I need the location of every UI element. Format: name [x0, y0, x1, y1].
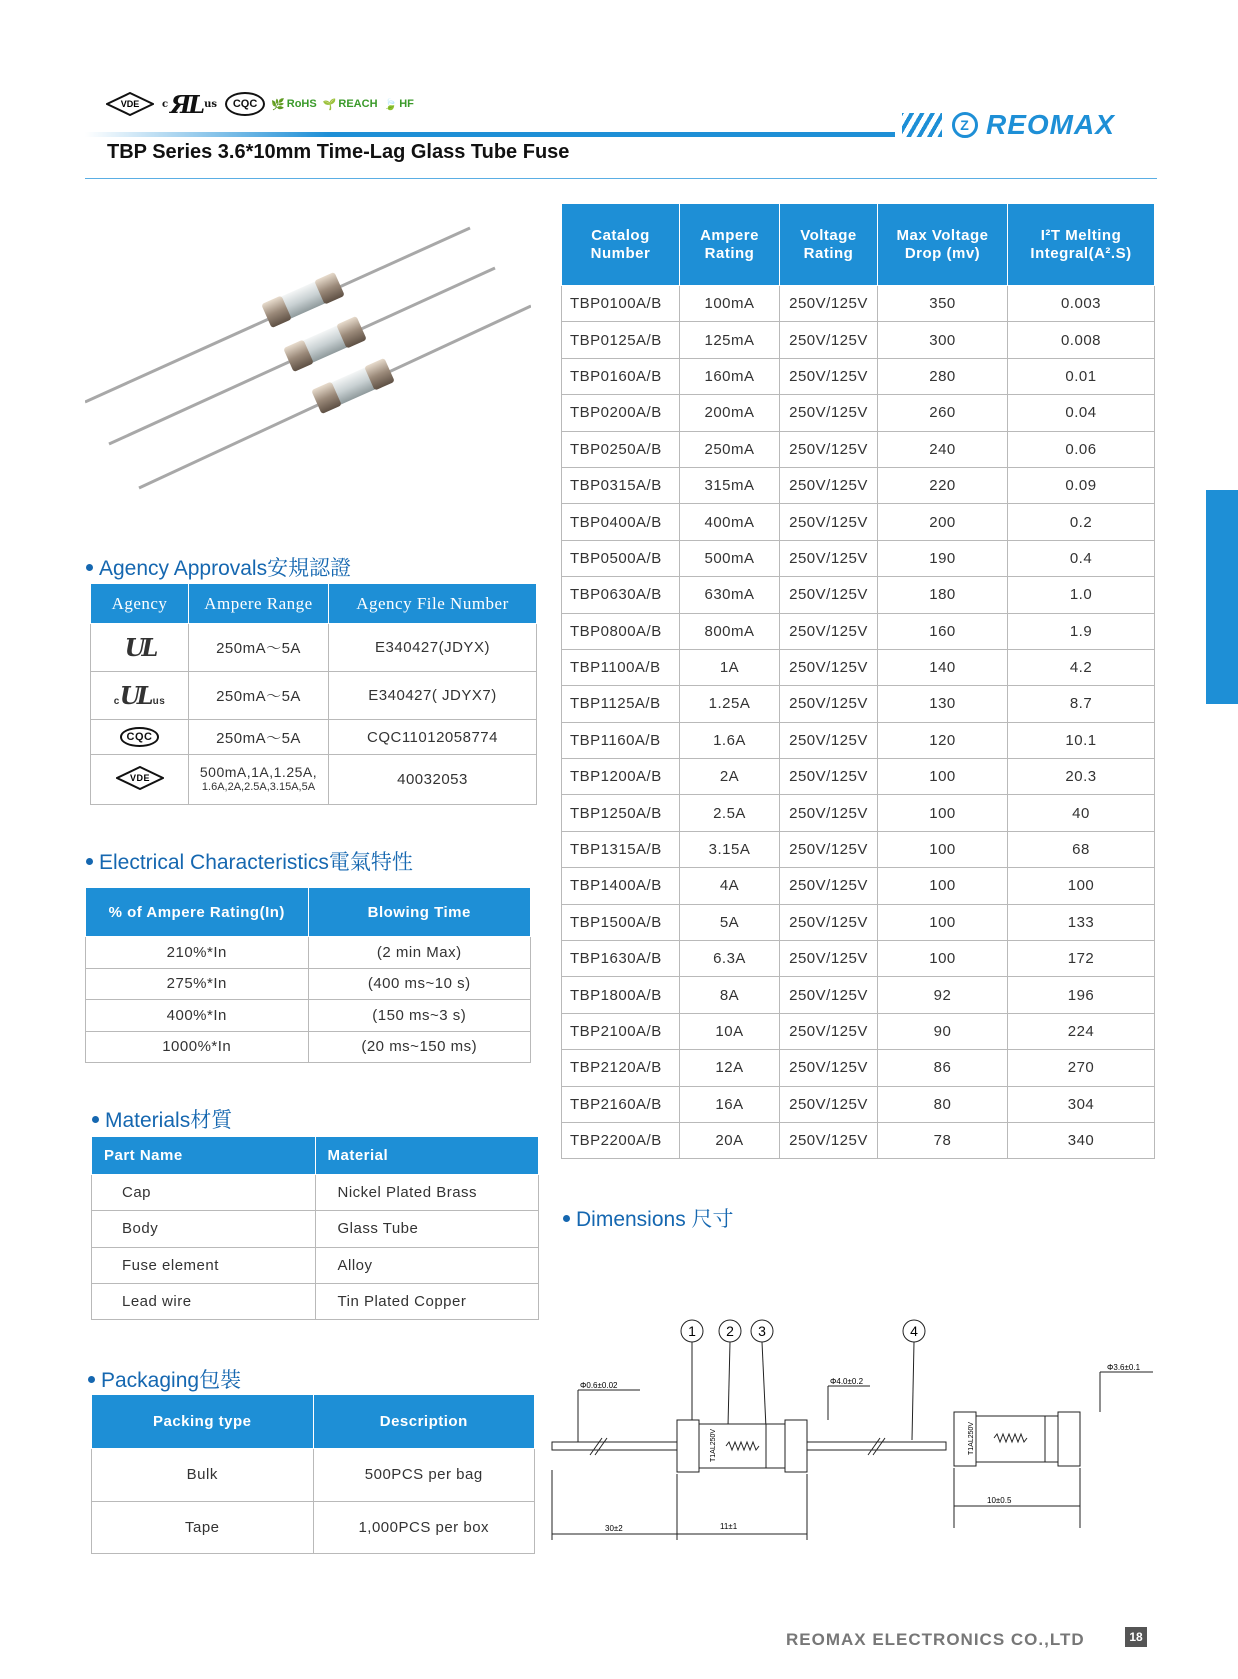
table-cell: 250V/125V [780, 1050, 878, 1086]
table-cell: (150 ms~3 s) [308, 1000, 531, 1032]
table-cell: Nickel Plated Brass [315, 1175, 539, 1211]
ul-icon: UL [91, 624, 189, 672]
table-row [562, 649, 1155, 685]
table-row [562, 1122, 1155, 1158]
table-row [92, 1501, 535, 1554]
table-cell: 275%*In [86, 968, 309, 1000]
table-cell: 0.06 [1008, 431, 1155, 467]
table-cell: 0.2 [1008, 504, 1155, 540]
catalog-col-header: Voltage Rating [780, 204, 878, 286]
table-cell: 172 [1008, 941, 1155, 977]
table-cell: 250V/125V [780, 722, 878, 758]
table-cell: 180 [878, 577, 1008, 613]
table-cell: 100 [878, 941, 1008, 977]
table-row [562, 686, 1155, 722]
table-cell: 250V/125V [780, 577, 878, 613]
table-row [86, 1000, 531, 1032]
table-cell: TBP2160A/B [562, 1086, 680, 1122]
table-cell: Bulk [92, 1449, 314, 1502]
table-cell: 250V/125V [780, 904, 878, 940]
table-cell: TBP0125A/B [562, 322, 680, 358]
cul-icon: cUL us [91, 672, 189, 720]
table-row [562, 1050, 1155, 1086]
table-cell: TBP0800A/B [562, 613, 680, 649]
brand-stripes [902, 113, 942, 137]
brand-name: REOMAX [986, 109, 1115, 140]
table-cell: 250V/125V [780, 613, 878, 649]
table-cell: 160mA [680, 358, 780, 394]
fuse-1 [85, 228, 470, 402]
table-cell: 250V/125V [780, 1122, 878, 1158]
bullet-icon [86, 564, 93, 571]
svg-text:Φ4.0±0.2: Φ4.0±0.2 [830, 1377, 864, 1386]
table-row [562, 322, 1155, 358]
table-cell: 0.09 [1008, 467, 1155, 503]
catalog-col-header: I²T Melting Integral(A².S) [1008, 204, 1155, 286]
table-cell: 250V/125V [780, 977, 878, 1013]
bullet-icon [86, 858, 93, 865]
table-cell: TBP1800A/B [562, 977, 680, 1013]
table-cell: 1.25A [680, 686, 780, 722]
table-cell: TBP0250A/B [562, 431, 680, 467]
table-cell: 10A [680, 1013, 780, 1049]
table-cell: 100mA [680, 286, 780, 322]
table-cell: 0.003 [1008, 286, 1155, 322]
table-cell: 40032053 [329, 755, 537, 805]
electrical-col-header: Blowing Time [308, 888, 531, 937]
brand-logo [902, 110, 1148, 140]
table-cell: TBP0160A/B [562, 358, 680, 394]
axial-fuse-drawing [552, 1377, 946, 1540]
table-row [91, 624, 537, 672]
callout-4 [903, 1320, 925, 1440]
bullet-icon [563, 1215, 570, 1222]
table-row [562, 904, 1155, 940]
svg-text:Φ0.6±0.02: Φ0.6±0.02 [580, 1381, 618, 1390]
svg-text:3: 3 [758, 1323, 766, 1339]
electrical-table [85, 887, 531, 1063]
table-cell: 400%*In [86, 1000, 309, 1032]
dimensions-heading: Dimensions 尺寸 [563, 1203, 734, 1233]
table-cell: 100 [878, 759, 1008, 795]
table-cell: 250V/125V [780, 395, 878, 431]
table-cell: TBP0630A/B [562, 577, 680, 613]
table-cell: 80 [878, 1086, 1008, 1122]
table-cell: 0.4 [1008, 540, 1155, 576]
table-cell: CQC11012058774 [329, 720, 537, 755]
table-cell: 250V/125V [780, 759, 878, 795]
materials-table [91, 1136, 539, 1320]
table-cell: 300 [878, 322, 1008, 358]
table-row [91, 755, 537, 805]
table-cell: 1.6A [680, 722, 780, 758]
table-cell: 1000%*In [86, 1031, 309, 1063]
table-row [92, 1449, 535, 1502]
table-row [86, 968, 531, 1000]
table-cell: 800mA [680, 613, 780, 649]
svg-text:4: 4 [910, 1323, 918, 1339]
svg-text:T1AL250V: T1AL250V [968, 1421, 975, 1455]
svg-text:1: 1 [688, 1323, 696, 1339]
agency-col-header: Agency File Number [329, 584, 537, 624]
rohs-logo: 🌿 RoHS [271, 98, 317, 111]
catalog-col-header: Max Voltage Drop (mv) [878, 204, 1008, 286]
table-cell: TBP1630A/B [562, 941, 680, 977]
table-cell: 78 [878, 1122, 1008, 1158]
table-cell: 140 [878, 649, 1008, 685]
table-row [562, 467, 1155, 503]
table-row [562, 504, 1155, 540]
table-cell: 220 [878, 467, 1008, 503]
table-cell: Alloy [315, 1247, 539, 1283]
catalog-header-row [562, 204, 1155, 286]
table-row [562, 1013, 1155, 1049]
table-cell: 1A [680, 649, 780, 685]
svg-text:30±2: 30±2 [605, 1524, 623, 1533]
agency-col-header: Agency [91, 584, 189, 624]
table-cell: TBP1160A/B [562, 722, 680, 758]
table-cell: 40 [1008, 795, 1155, 831]
table-cell: 100 [878, 831, 1008, 867]
certification-logos [106, 84, 496, 124]
dimension-drawing [550, 1310, 1155, 1560]
table-row [562, 831, 1155, 867]
table-cell: (2 min Max) [308, 937, 531, 969]
table-cell: 0.01 [1008, 358, 1155, 394]
table-cell: 16A [680, 1086, 780, 1122]
hf-logo: 🍃 HF [383, 98, 414, 111]
table-row [562, 868, 1155, 904]
table-row [92, 1211, 539, 1247]
packaging-col-header: Description [313, 1395, 535, 1449]
table-cell: 125mA [680, 322, 780, 358]
svg-text:10±0.5: 10±0.5 [987, 1496, 1012, 1505]
materials-col-header: Part Name [92, 1137, 316, 1175]
table-cell: 92 [878, 977, 1008, 1013]
table-cell: 250mA～5A [189, 672, 329, 720]
table-row [91, 720, 537, 755]
table-cell: E340427(JDYX) [329, 624, 537, 672]
agency-col-header: Ampere Range [189, 584, 329, 624]
table-cell: Glass Tube [315, 1211, 539, 1247]
svg-text:Φ3.6±0.1: Φ3.6±0.1 [1107, 1363, 1141, 1372]
table-cell: 250V/125V [780, 868, 878, 904]
table-row [562, 395, 1155, 431]
table-cell: 240 [878, 431, 1008, 467]
table-cell: TBP1250A/B [562, 795, 680, 831]
table-cell: 196 [1008, 977, 1155, 1013]
table-cell: TBP0500A/B [562, 540, 680, 576]
table-row [92, 1175, 539, 1211]
table-cell: 224 [1008, 1013, 1155, 1049]
table-cell: (400 ms~10 s) [308, 968, 531, 1000]
vde-icon [91, 755, 189, 805]
table-cell: 260 [878, 395, 1008, 431]
table-cell: 133 [1008, 904, 1155, 940]
company-name: REOMAX ELECTRONICS CO.,LTD [786, 1630, 1085, 1649]
cul-us-logo: c ЯL us [162, 89, 218, 119]
table-cell: 20.3 [1008, 759, 1155, 795]
sprout-icon: 🌱 [322, 98, 337, 111]
callout-3 [751, 1320, 773, 1428]
table-cell: 12A [680, 1050, 780, 1086]
table-cell: 130 [878, 686, 1008, 722]
electrical-heading: Electrical Characteristics電氣特性 [86, 846, 413, 876]
table-cell: 315mA [680, 467, 780, 503]
table-row [562, 795, 1155, 831]
table-cell: (20 ms~150 ms) [308, 1031, 531, 1063]
table-cell: 250V/125V [780, 358, 878, 394]
table-cell: 250V/125V [780, 1013, 878, 1049]
table-row [562, 358, 1155, 394]
table-cell: 350 [878, 286, 1008, 322]
table-cell: 20A [680, 1122, 780, 1158]
table-cell: 0.04 [1008, 395, 1155, 431]
table-row [562, 977, 1155, 1013]
table-cell: 250mA～5A [189, 624, 329, 672]
table-row [562, 759, 1155, 795]
table-cell: TBP0315A/B [562, 467, 680, 503]
table-cell: 8.7 [1008, 686, 1155, 722]
table-cell: 5A [680, 904, 780, 940]
table-cell: 160 [878, 613, 1008, 649]
catalog-table [561, 203, 1154, 1156]
table-cell: 250V/125V [780, 286, 878, 322]
table-cell: Body [92, 1211, 316, 1247]
table-row [91, 672, 537, 720]
table-cell: 250mA～5A [189, 720, 329, 755]
agency-heading: Agency Approvals安規認證 [86, 552, 351, 582]
table-cell: 250V/125V [780, 431, 878, 467]
table-cell: 200 [878, 504, 1008, 540]
table-row [562, 286, 1155, 322]
callout-1 [681, 1320, 703, 1426]
callout-2 [719, 1320, 741, 1426]
table-cell: 100 [1008, 868, 1155, 904]
table-row [86, 937, 531, 969]
svg-text:VDE: VDE [120, 99, 140, 109]
packaging-col-header: Packing type [92, 1395, 314, 1449]
table-cell: 1,000PCS per box [313, 1501, 535, 1554]
table-cell: 250V/125V [780, 1086, 878, 1122]
table-cell: 304 [1008, 1086, 1155, 1122]
table-cell: TBP2100A/B [562, 1013, 680, 1049]
table-cell: TBP1315A/B [562, 831, 680, 867]
table-cell: 1.0 [1008, 577, 1155, 613]
table-cell: 340 [1008, 1122, 1155, 1158]
table-cell: TBP0100A/B [562, 286, 680, 322]
packaging-heading: Packaging包裝 [88, 1364, 241, 1394]
table-cell: 68 [1008, 831, 1155, 867]
table-cell: 1.9 [1008, 613, 1155, 649]
table-cell: 90 [878, 1013, 1008, 1049]
table-cell: 250V/125V [780, 831, 878, 867]
bullet-icon [88, 1376, 95, 1383]
header-rule [85, 132, 895, 137]
table-cell: Tin Plated Copper [315, 1283, 539, 1319]
catalog-col-header: Ampere Rating [680, 204, 780, 286]
vde-logo [106, 92, 154, 116]
table-cell: 500mA [680, 540, 780, 576]
table-cell: 400mA [680, 504, 780, 540]
table-cell: Cap [92, 1175, 316, 1211]
leaf-icon: 🍃 [383, 98, 398, 111]
table-cell: 250V/125V [780, 795, 878, 831]
table-cell: TBP1100A/B [562, 649, 680, 685]
table-row [562, 540, 1155, 576]
table-cell: Tape [92, 1501, 314, 1554]
table-cell: 120 [878, 722, 1008, 758]
table-cell: TBP2120A/B [562, 1050, 680, 1086]
table-cell: E340427( JDYX7) [329, 672, 537, 720]
brand-symbol-icon: Z [952, 112, 978, 138]
table-cell: 86 [878, 1050, 1008, 1086]
catalog-col-header: Catalog Number [562, 204, 680, 286]
cqc-logo: CQC [225, 92, 265, 116]
table-cell: 250V/125V [780, 467, 878, 503]
table-cell: 270 [1008, 1050, 1155, 1086]
table-cell: 250V/125V [780, 941, 878, 977]
table-cell: 8A [680, 977, 780, 1013]
cqc-icon: CQC [91, 720, 189, 755]
table-cell: 250V/125V [780, 322, 878, 358]
table-cell: 250mA [680, 431, 780, 467]
table-cell: TBP1500A/B [562, 904, 680, 940]
side-tab [1206, 490, 1238, 704]
table-row [92, 1247, 539, 1283]
page-title: TBP Series 3.6*10mm Time-Lag Glass Tube Fuse [107, 141, 570, 163]
table-cell: 4.2 [1008, 649, 1155, 685]
table-cell: 0.008 [1008, 322, 1155, 358]
packaging-table [91, 1394, 535, 1554]
page-number: 18 [1125, 1627, 1147, 1647]
table-cell: 100 [878, 795, 1008, 831]
table-cell: 10.1 [1008, 722, 1155, 758]
svg-text:2: 2 [726, 1323, 734, 1339]
table-cell: Lead wire [92, 1283, 316, 1319]
product-photo [85, 226, 531, 498]
table-cell: 500mA,1A,1.25A, 1.6A,2A,2.5A,3.15A,5A [189, 755, 329, 805]
electrical-col-header: % of Ampere Rating(In) [86, 888, 309, 937]
table-row [562, 722, 1155, 758]
table-row [92, 1283, 539, 1319]
table-cell: TBP2200A/B [562, 1122, 680, 1158]
svg-text:T1AL250V: T1AL250V [710, 1428, 717, 1462]
materials-heading: Materials材質 [92, 1104, 232, 1134]
table-row [562, 431, 1155, 467]
table-cell: TBP1200A/B [562, 759, 680, 795]
table-cell: 630mA [680, 577, 780, 613]
table-cell: 250V/125V [780, 504, 878, 540]
table-row [562, 613, 1155, 649]
table-cell: 2A [680, 759, 780, 795]
leaf-icon: 🌿 [271, 98, 285, 111]
table-cell: TBP1125A/B [562, 686, 680, 722]
table-cell: 280 [878, 358, 1008, 394]
table-cell: 6.3A [680, 941, 780, 977]
table-row [562, 577, 1155, 613]
table-cell: 4A [680, 868, 780, 904]
table-cell: TBP0400A/B [562, 504, 680, 540]
table-cell: 100 [878, 904, 1008, 940]
table-cell: TBP0200A/B [562, 395, 680, 431]
table-cell: 3.15A [680, 831, 780, 867]
table-cell: 210%*In [86, 937, 309, 969]
table-row [562, 1086, 1155, 1122]
bare-fuse-drawing [954, 1363, 1153, 1528]
table-cell: 100 [878, 868, 1008, 904]
table-cell: TBP1400A/B [562, 868, 680, 904]
materials-col-header: Material [315, 1137, 539, 1175]
table-cell: 250V/125V [780, 540, 878, 576]
table-cell: 200mA [680, 395, 780, 431]
svg-text:VDE: VDE [129, 772, 150, 783]
reach-logo: 🌱 REACH [322, 98, 378, 111]
title-underline [85, 178, 1157, 179]
table-cell: 190 [878, 540, 1008, 576]
agency-table [90, 583, 536, 805]
table-cell: 250V/125V [780, 686, 878, 722]
table-cell: 500PCS per bag [313, 1449, 535, 1502]
bullet-icon [92, 1116, 99, 1123]
table-cell: 2.5A [680, 795, 780, 831]
table-cell: Fuse element [92, 1247, 316, 1283]
table-row [86, 1031, 531, 1063]
table-cell: 250V/125V [780, 649, 878, 685]
svg-text:11±1: 11±1 [720, 1522, 738, 1531]
table-row [562, 941, 1155, 977]
